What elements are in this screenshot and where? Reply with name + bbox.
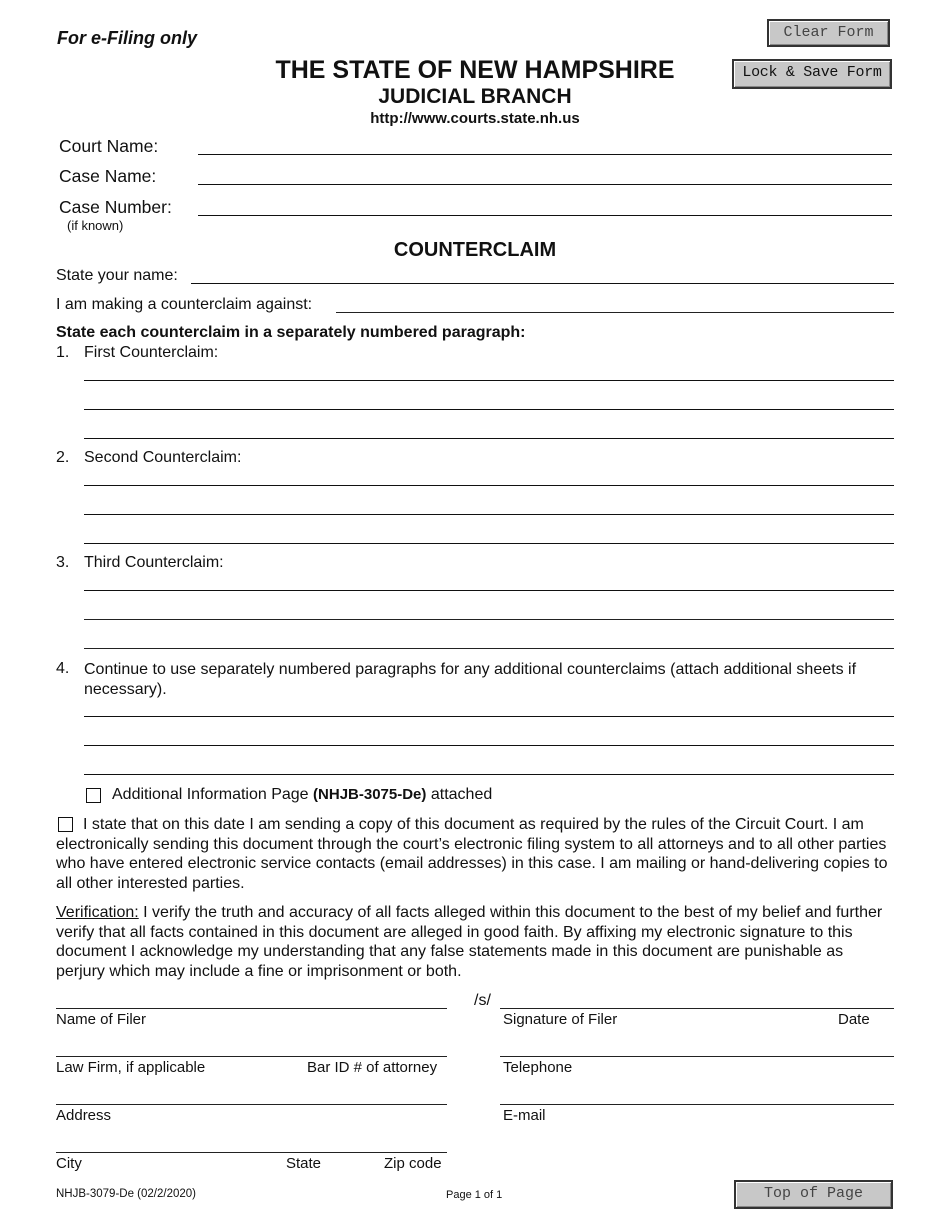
counterclaim-3-line-1[interactable] bbox=[84, 590, 894, 591]
email-field[interactable] bbox=[500, 1104, 894, 1105]
court-url[interactable]: http://www.courts.state.nh.us bbox=[370, 110, 580, 127]
signature-of-filer-field[interactable] bbox=[500, 1008, 894, 1009]
counterclaim-1-number: 1. bbox=[56, 344, 70, 361]
counterclaim-3-number: 3. bbox=[56, 554, 70, 571]
branch-title: JUDICIAL BRANCH bbox=[378, 85, 572, 108]
counterclaim-1-label: First Counterclaim: bbox=[84, 344, 219, 361]
case-name-label: Case Name: bbox=[59, 166, 157, 186]
counterclaim-4-label: Continue to use separately numbered paragraphs for any additional counterclaims (attach additional sheets if necessary). bbox=[84, 661, 857, 698]
case-number-field[interactable] bbox=[198, 215, 892, 216]
state-label: State bbox=[286, 1155, 322, 1172]
counterclaim-3-label: Third Counterclaim: bbox=[84, 554, 224, 571]
verification-paragraph bbox=[56, 903, 896, 981]
counterclaim-4-line-1[interactable] bbox=[84, 716, 894, 717]
your-name-label: State your name: bbox=[56, 267, 178, 284]
additional-info-checkbox[interactable] bbox=[86, 788, 101, 803]
lock-save-form-button[interactable]: Lock & Save Form bbox=[732, 59, 892, 89]
case-number-hint: (if known) bbox=[67, 218, 124, 233]
counterclaim-4-line-3[interactable] bbox=[84, 774, 894, 775]
bar-id-label: Bar ID # of attorney bbox=[307, 1059, 438, 1076]
counterclaim-3-line-3[interactable] bbox=[84, 648, 894, 649]
verification-heading: Verification: bbox=[56, 904, 139, 921]
additional-info-prefix: Additional Information Page bbox=[112, 786, 309, 803]
service-statement-text: I state that on this date I am sending a copy of this document as required by the rules of the Circuit Court. I am electronically sending this document through the court’s electronic filing system to all attorneys and to all other parties who have entered electronic service contacts (email addresses) in this case. I am mailing or hand-delivering copies to all other interested parties. bbox=[56, 816, 888, 892]
verification-text: I verify the truth and accuracy of all facts alleged within this document to the best of my belief and further verify that all facts contained in this document are alleged in good faith. By affixing my electronic signature to this document I acknowledge my understanding that any false statements made in this document are punishable as perjury which may include a fine or imprisonment or both. bbox=[56, 904, 883, 980]
name-of-filer-field[interactable] bbox=[56, 1008, 447, 1009]
counterclaim-3-line-2[interactable] bbox=[84, 619, 894, 620]
top-of-page-button[interactable]: Top of Page bbox=[734, 1180, 893, 1209]
counterclaim-2-line-3[interactable] bbox=[84, 543, 894, 544]
additional-info-form-code: (NHJB-3075-De) bbox=[313, 786, 427, 803]
counterclaim-2-number: 2. bbox=[56, 449, 70, 466]
law-firm-label: Law Firm, if applicable bbox=[56, 1059, 206, 1076]
form-title: COUNTERCLAIM bbox=[393, 239, 557, 261]
counterclaim-against-field[interactable] bbox=[336, 312, 894, 313]
city-label: City bbox=[56, 1155, 82, 1172]
efiling-note: For e-Filing only bbox=[57, 28, 197, 48]
counterclaim-2-line-1[interactable] bbox=[84, 485, 894, 486]
counterclaim-2-label: Second Counterclaim: bbox=[84, 449, 242, 466]
counterclaim-1-line-1[interactable] bbox=[84, 380, 894, 381]
court-name-label: Court Name: bbox=[59, 136, 159, 156]
address-label: Address bbox=[56, 1107, 112, 1124]
date-label: Date bbox=[838, 1011, 870, 1028]
telephone-label: Telephone bbox=[503, 1059, 573, 1076]
zip-code-label: Zip code bbox=[384, 1155, 442, 1172]
court-name-field[interactable] bbox=[198, 154, 892, 155]
counterclaim-against-label: I am making a counterclaim against: bbox=[56, 296, 313, 313]
city-state-zip-field[interactable] bbox=[56, 1152, 447, 1153]
counterclaim-4-line-2[interactable] bbox=[84, 745, 894, 746]
clear-form-button[interactable]: Clear Form bbox=[767, 19, 890, 47]
counterclaim-2-line-2[interactable] bbox=[84, 514, 894, 515]
your-name-field[interactable] bbox=[191, 283, 894, 284]
email-label: E-mail bbox=[503, 1107, 546, 1124]
counterclaim-1-line-3[interactable] bbox=[84, 438, 894, 439]
name-of-filer-label: Name of Filer bbox=[56, 1011, 147, 1028]
additional-info-suffix: attached bbox=[430, 786, 493, 803]
page-number: Page 1 of 1 bbox=[446, 1189, 503, 1201]
state-title: THE STATE OF NEW HAMPSHIRE bbox=[275, 56, 675, 84]
additional-info-label bbox=[112, 786, 492, 804]
address-field[interactable] bbox=[56, 1104, 447, 1105]
case-name-field[interactable] bbox=[198, 184, 892, 185]
law-firm-field[interactable] bbox=[56, 1056, 447, 1057]
counterclaim-4-number: 4. bbox=[56, 660, 70, 677]
counterclaim-1-line-2[interactable] bbox=[84, 409, 894, 410]
counterclaims-instruction: State each counterclaim in a separately numbered paragraph: bbox=[56, 324, 526, 341]
sig-prefix: /s/ bbox=[474, 992, 491, 1009]
case-number-label: Case Number: bbox=[59, 197, 172, 217]
form-id: NHJB-3079-De (02/2/2020) bbox=[56, 1188, 196, 1200]
telephone-field[interactable] bbox=[500, 1056, 894, 1057]
signature-of-filer-label: Signature of Filer bbox=[503, 1011, 618, 1028]
